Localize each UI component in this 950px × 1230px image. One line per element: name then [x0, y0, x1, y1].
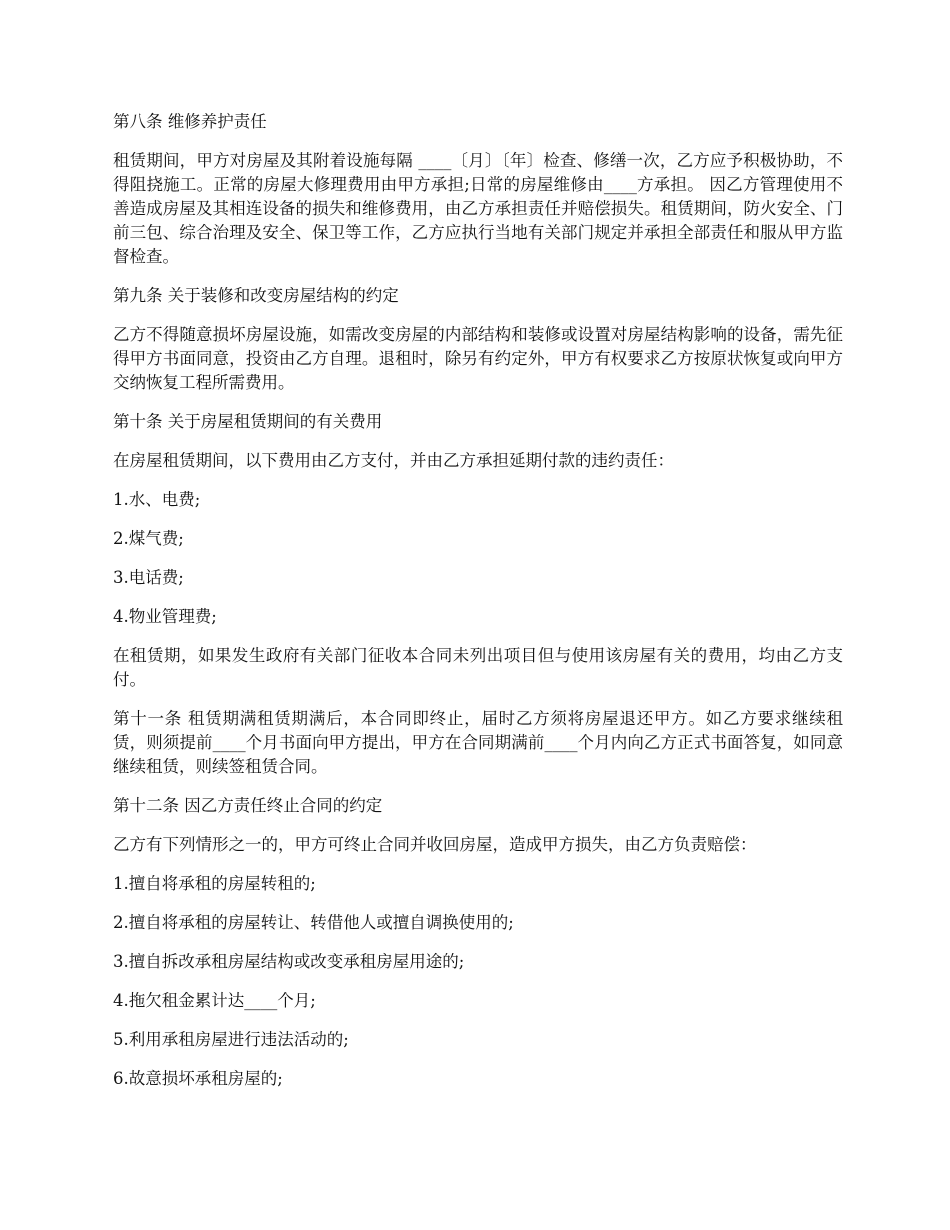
fee-item-3: 3.电话费;	[113, 568, 184, 587]
article-8-body: 租赁期间，甲方对房屋及其附着设施每隔 ____〔月〕〔年〕检查、修缮一次，乙方应予积极协助，不得阻挠施工。正常的房屋大修理费用由甲方承担;日常的房屋维修由____方承担。 因乙方管理使用不善造成房屋及其相连设备的损失和维修费用，由乙方承担责任并赔偿损失。租赁期间，防火安全、门前三包、综合治理及安全、保卫等工作，乙方应执行当地有关部门规定并承担全部责任和服从甲方监督检查。	[113, 151, 843, 266]
article-10-intro: 在房屋租赁期间，以下费用由乙方支付，并由乙方承担延期付款的违约责任：	[113, 451, 674, 470]
termination-item-2: 2.擅自将承租的房屋转让、转借他人或擅自调换使用的;	[113, 913, 514, 932]
article-8-heading: 第八条 维修养护责任	[113, 112, 267, 131]
document-body	[113, 110, 843, 1106]
article-10-heading: 第十条 关于房屋租赁期间的有关费用	[113, 412, 383, 431]
article-10-note: 在租赁期，如果发生政府有关部门征收本合同未列出项目但与使用该房屋有关的费用，均由乙方支付。	[113, 646, 843, 689]
termination-item-1: 1.擅自将承租的房屋转租的;	[113, 874, 316, 893]
fee-item-4: 4.物业管理费;	[113, 607, 217, 626]
article-9-heading: 第九条 关于装修和改变房屋结构的约定	[113, 286, 399, 305]
article-12-intro: 乙方有下列情形之一的，甲方可终止合同并收回房屋，造成甲方损失，由乙方负责赔偿：	[113, 835, 757, 854]
termination-item-6: 6.故意损坏承租房屋的;	[113, 1069, 283, 1088]
fee-item-2: 2.煤气费;	[113, 529, 184, 548]
fee-item-1: 1.水、电费;	[113, 490, 201, 509]
article-11-body: 第十一条 租赁期满租赁期满后，本合同即终止，届时乙方须将房屋退还甲方。如乙方要求继续租赁，则须提前____个月书面向甲方提出，甲方在合同期满前____个月内向乙方正式书面答复，如同意继续租赁，则续签租赁合同。	[113, 709, 843, 776]
termination-item-3: 3.擅自拆改承租房屋结构或改变承租房屋用途的;	[113, 952, 465, 971]
article-12-heading: 第十二条 因乙方责任终止合同的约定	[113, 796, 383, 815]
article-9-body: 乙方不得随意损坏房屋设施，如需改变房屋的内部结构和装修或设置对房屋结构影响的设备，需先征得甲方书面同意，投资由乙方自理。退租时，除另有约定外，甲方有权要求乙方按原状恢复或向甲方交纳恢复工程所需费用。	[113, 325, 843, 392]
termination-item-4: 4.拖欠租金累计达____个月;	[113, 991, 316, 1010]
termination-item-5: 5.利用承租房屋进行违法活动的;	[113, 1030, 349, 1049]
